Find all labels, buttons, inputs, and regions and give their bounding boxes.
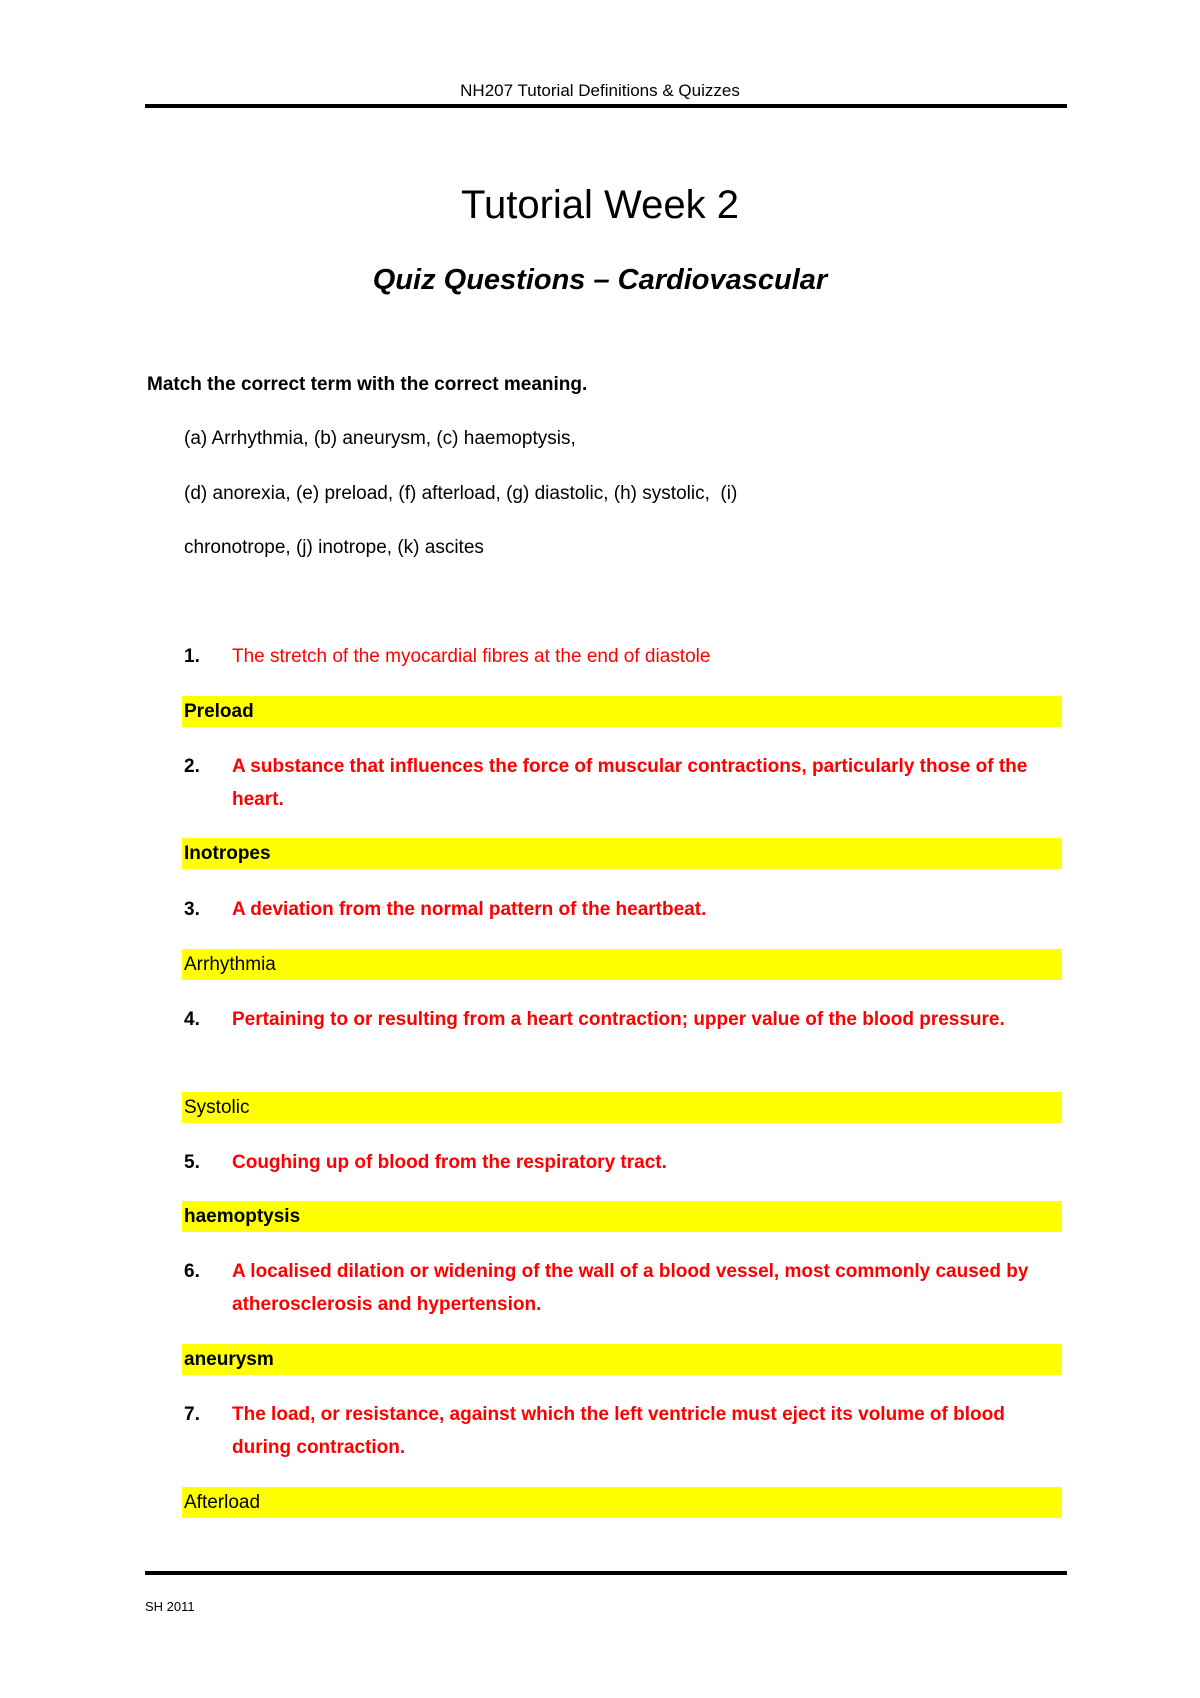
answer-highlight: Inotropes (182, 838, 1062, 869)
question-item (184, 1398, 1064, 1464)
answer-highlight: Arrhythmia (182, 949, 1062, 980)
page-header: NH207 Tutorial Definitions & Quizzes (460, 81, 740, 100)
header-rule (145, 104, 1067, 108)
question-item (184, 893, 1064, 926)
question-text: The stretch of the myocardial fibres at the end of diastole (232, 646, 711, 667)
question-item (184, 750, 1064, 816)
question-number: 7. (184, 1404, 200, 1425)
answer-highlight: Preload (182, 696, 1062, 727)
question-number: 4. (184, 1009, 200, 1030)
question-text: A substance that influences the force of muscular contractions, particularly those of the heart. (232, 756, 1028, 810)
question-number: 6. (184, 1261, 200, 1282)
answer-highlight: haemoptysis (182, 1201, 1062, 1232)
question-item (184, 1003, 1064, 1036)
question-number: 1. (184, 646, 200, 667)
question-text: A deviation from the normal pattern of the heartbeat. (232, 899, 707, 920)
page-footer: SH 2011 (145, 1599, 195, 1614)
answer-highlight: aneurysm (182, 1344, 1062, 1375)
footer-rule (145, 1571, 1067, 1575)
question-text: Pertaining to or resulting from a heart contraction; upper value of the blood pressure. (232, 1009, 1005, 1030)
question-number: 2. (184, 756, 200, 777)
terms-line-2: (d) anorexia, (e) preload, (f) afterload, (g) diastolic, (h) systolic, (i) (184, 483, 738, 504)
question-item (184, 640, 1064, 673)
question-number: 5. (184, 1152, 200, 1173)
question-text: The load, or resistance, against which the left ventricle must eject its volume of blood during contraction. (232, 1404, 1005, 1458)
page-title: Tutorial Week 2 (461, 183, 739, 227)
answer-highlight: Afterload (182, 1487, 1062, 1518)
answer-highlight: Systolic (182, 1092, 1062, 1123)
question-number: 3. (184, 899, 200, 920)
terms-line-1: (a) Arrhythmia, (b) aneurysm, (c) haemoptysis, (184, 428, 576, 449)
question-item (184, 1146, 1064, 1179)
question-text: A localised dilation or widening of the wall of a blood vessel, most commonly caused by atherosclerosis and hypertension. (232, 1261, 1029, 1315)
question-item (184, 1255, 1064, 1321)
page-subtitle: Quiz Questions – Cardiovascular (372, 264, 828, 296)
question-text: Coughing up of blood from the respiratory tract. (232, 1152, 667, 1173)
terms-line-3: chronotrope, (j) inotrope, (k) ascites (184, 537, 484, 558)
instruction-text: Match the correct term with the correct meaning. (147, 374, 588, 395)
